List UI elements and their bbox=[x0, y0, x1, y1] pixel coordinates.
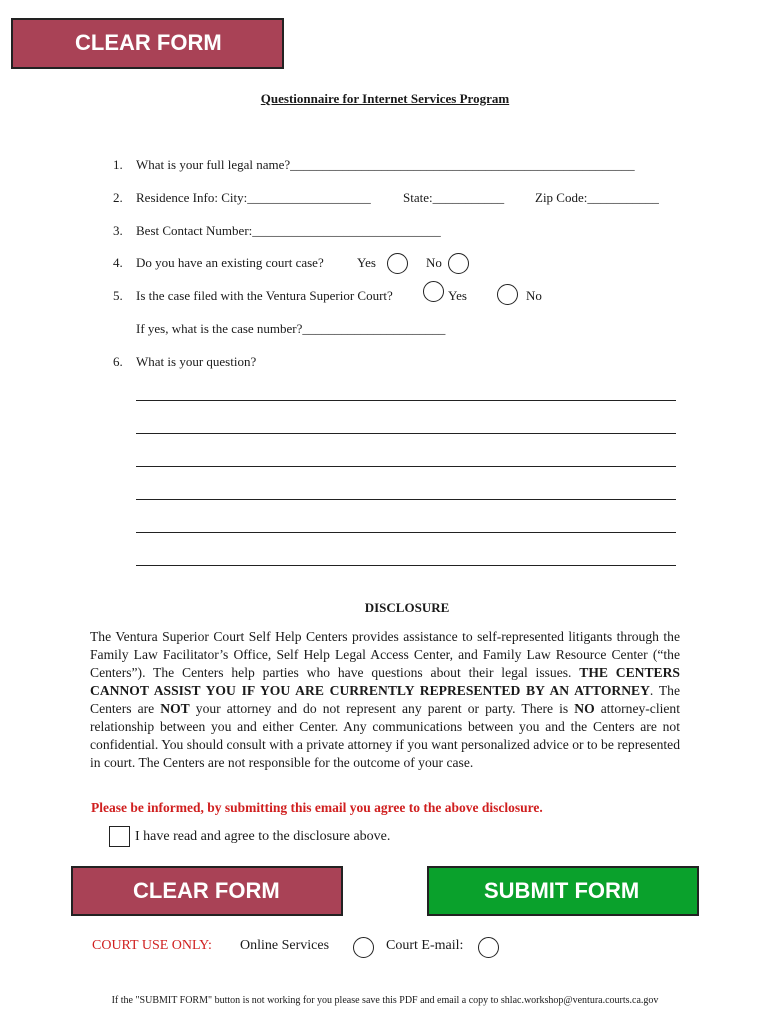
question-line-2[interactable] bbox=[136, 433, 676, 434]
q5-no-radio[interactable] bbox=[497, 284, 518, 305]
q3-number: 3. bbox=[113, 223, 123, 238]
q5-question: Is the case filed with the Ventura Superior Court? bbox=[136, 288, 393, 303]
court-email-label: Court E-mail: bbox=[386, 938, 464, 953]
q4-question: Do you have an existing court case? bbox=[136, 255, 324, 270]
court-email-radio[interactable] bbox=[478, 937, 499, 958]
question-line-5[interactable] bbox=[136, 532, 676, 533]
agree-checkbox[interactable] bbox=[109, 826, 130, 847]
disclosure-text: The Ventura Superior Court Self Help Centers provides assistance to self-represented litigants through the Family Law Facilitator’s Office, Self Help Legal Access Center, and Family Law Resource Center (“the Centers”). The Centers help parties who have questions about their legal issues. THE CENTERS CANNOT ASSIST YOU IF YOU ARE CURRENTLY REPRESENTED BY AN ATTORNEY. The Centers are NOT your attorney and do not represent any parent or party. There is NO attorney-client relationship between you and either Center. Any communications between you and the Centers are not confidential. You should consult with a private attorney if you want personalized advice or to be represented in court. The Centers are not responsible for the outcome of your case. bbox=[90, 629, 680, 770]
contact-number-field[interactable]: Best Contact Number:_____________________________ bbox=[136, 223, 441, 238]
q4-yes-radio[interactable] bbox=[387, 253, 408, 274]
q4-yes-label: Yes bbox=[357, 255, 376, 270]
question-line-4[interactable] bbox=[136, 499, 676, 500]
submission-warning: Please be informed, by submitting this email you agree to the above disclosure. bbox=[91, 800, 543, 815]
q5-number: 5. bbox=[113, 288, 123, 303]
q4-number: 4. bbox=[113, 255, 123, 270]
footer-note: If the "SUBMIT FORM" button is not working for you please save this PDF and email a copy to shlac.workshop@ventura.courts.ca.gov bbox=[111, 995, 659, 1006]
q1-full-name-field[interactable]: What is your full legal name?_____________________________________________________ bbox=[136, 157, 635, 172]
city-field[interactable]: Residence Info: City:___________________ bbox=[136, 190, 371, 205]
online-services-radio[interactable] bbox=[353, 937, 374, 958]
q5-yes-label: Yes bbox=[448, 288, 467, 303]
question-line-3[interactable] bbox=[136, 466, 676, 467]
disclosure-heading: DISCLOSURE bbox=[364, 600, 450, 615]
question-line-6[interactable] bbox=[136, 565, 676, 566]
q4-no-radio[interactable] bbox=[448, 253, 469, 274]
case-number-field[interactable]: If yes, what is the case number?______________________ bbox=[136, 321, 446, 336]
q5-no-label: No bbox=[526, 288, 542, 303]
q4-no-label: No bbox=[426, 255, 442, 270]
zip-code-field[interactable]: Zip Code:___________ bbox=[535, 190, 659, 205]
clear-form-button-bottom[interactable]: CLEAR FORM bbox=[71, 866, 343, 916]
question-line-1[interactable] bbox=[136, 400, 676, 401]
court-use-label: COURT USE ONLY: bbox=[92, 938, 212, 953]
q2-number: 2. bbox=[113, 190, 123, 205]
q5-yes-radio[interactable] bbox=[423, 281, 444, 302]
q1-number: 1. bbox=[113, 157, 123, 172]
state-field[interactable]: State:___________ bbox=[403, 190, 505, 205]
form-title: Questionnaire for Internet Services Program bbox=[260, 91, 510, 106]
q6-question: What is your question? bbox=[136, 354, 257, 369]
agree-label: I have read and agree to the disclosure above. bbox=[135, 829, 391, 844]
submit-form-button[interactable]: SUBMIT FORM bbox=[427, 866, 699, 916]
clear-form-button-top[interactable]: CLEAR FORM bbox=[11, 18, 284, 69]
online-services-label: Online Services bbox=[240, 938, 330, 953]
q6-number: 6. bbox=[113, 354, 123, 369]
